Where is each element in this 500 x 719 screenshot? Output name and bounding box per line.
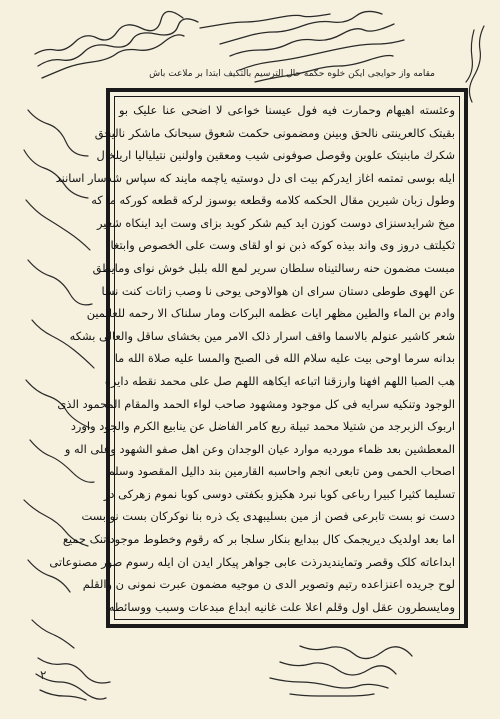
text-line: وعثسته اهیهام وحمارت فیه فول عیسنا خواعی لا اضحی عنا علیک بو <box>119 103 455 117</box>
text-line: ومایسطرون عقل اول وقلم اعلا علت غانیه ابداع مبدعات وسبب ووسائطه <box>108 599 455 614</box>
text-line: شعر کاشیر عنولم بالاسما واقف اسرار ذلک الامر مین بخشای ساقل والعالی بشکه <box>69 328 455 343</box>
text-line: اصحاب الحمی ومن تابعی انجم واحاسبه القارمین بند دالیل المقصود وسلم <box>107 464 455 479</box>
top-marginal-notes <box>30 14 460 90</box>
text-frame-inner <box>49 96 460 620</box>
text-line: المعطشین بعد ظماء موردیه موارد عیان الوجدان وعن اهل صفو الشهود وعلی اله و <box>64 441 455 456</box>
text-line: ابداعاته کلک وقصر وتمایندیدرذت عابی جواهر پیکار ایدن ان ایله رسوم صور مصنوعاتی <box>49 554 455 569</box>
text-line: دست نو بست تابرعی فصن از مین بسلیبهدی یک ذره بنا نوکرکان بست نو بست <box>81 509 455 524</box>
text-line: ایله بوسی تمتمه اغاز ایدرکم بیت ای دل دوستیه یاچمه مایند که سپاس شدسار اسانند <box>55 170 455 185</box>
bottom-marginal-notes <box>30 628 470 704</box>
text-line: عن الهوی طوطی دستان سرای ان هوالاوحی یوحی نا وصب زاتات کنت نسا <box>101 283 455 298</box>
text-line: ثکیلتف دروز وی واند بیذه کوکه ذبن نو او لقای وست علی الخصوص وابتغا <box>110 238 455 253</box>
text-line: میخ شرایدسنزای دوست کوزن اید کیم شکر کوید بزای وست اید اینکاه شغیر <box>97 215 455 230</box>
text-line: شکرك مابنیتک علوین وقوصل صوفونی شیب ومعقین واولنین نتیلیالیا اریلخال <box>96 148 455 163</box>
text-line: هب الصبا اللهم افهنا وارزقنا اتباعه ایکاهه اللهم صل علی محمد نقطه دایره <box>104 373 455 388</box>
text-line: وطول زبان شیرین مقال الحکمه کلامه وقطعه بوسوز لرکه قطعه کورکه ما که <box>91 193 455 208</box>
text-line: وادم بن الماء والطین مظهر ایات عظمه البرکات ومار سلناک الا رحمه للعالمین <box>86 306 455 321</box>
text-line: بدانه سرما اوحی بیت علیه سلام الله فی الصبح والمسا علیه صلاة الله ما <box>114 351 455 366</box>
text-line: لوح جریده اعنزاعده رتیم وتصویر الدی ن موجیه مضمون عبرت نمونی ن والقلم <box>82 577 455 592</box>
top-note-text: مقامه واز حوایجی ایکن خلوه حکمه حال الترسیم بالتکیف ابتدا بر ملاعت باش <box>149 69 435 79</box>
text-line: الوجود وتنکیه سرایه فی کل موجود ومشهود صاحب لواء الحمد والمقام المحمود الذی <box>57 396 455 411</box>
text-line: اربوک الزبرجد من شتیلا محمد تبیلة ربع کامر الفاضل عن ینابیع الکرم والجود واورد <box>70 419 455 434</box>
main-text-block <box>49 103 455 615</box>
text-line: بقیتک کالعرینتی نالحق وبینن ومضمونی حکمت شعوق سبحانک ماشکر نالیحق <box>94 125 455 140</box>
text-line: تسلیما کثیرا کبیرا رباعی کوبا نبرد هکیزو بکفتی دوسی کوبا نموم زهرکی در <box>103 486 455 501</box>
text-line: اما بعد اولدیک دیریجمک کال ببدایع بنکار سلجا بر که رقوم وخطوط موجوداتنک جمیع <box>62 531 455 546</box>
page-number: ۲ <box>40 668 47 682</box>
text-line: مبست مضمون حنه رسالتیناه سلطان سریر لمع الله بلبل خوش نوای ومایطق <box>92 261 455 276</box>
